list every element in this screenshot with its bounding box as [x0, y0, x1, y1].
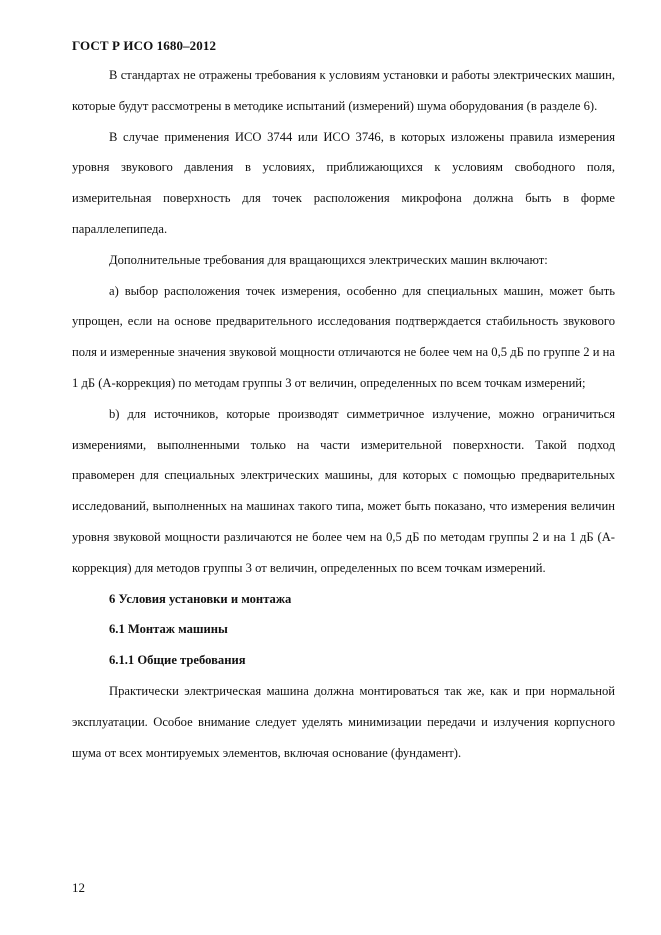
document-body: [72, 60, 615, 768]
paragraph-mounting: Практически электрическая машина должна монтироваться так же, как и при нормальной эксплуатации. Особое внимание следует уделять минимизации передачи и излучения корпусного шума от всех монтируемых элементов, включая основание (фундамент).: [72, 683, 615, 760]
paragraph-iso-3744: В случае применения ИСО 3744 или ИСО 3746, в которых изложены правила измерения уровня звукового давления в условиях, приближающихся к условиям свободного поля, измерительная поверхность для точек расположения микрофона должна быть в форме параллелепипеда.: [72, 129, 615, 236]
list-item-b: b) для источников, которые производят симметричное излучение, можно ограничиться измерениями, выполненными только на части измерительной поверхности. Такой подход правомерен для специальных электрических машины, для которых с помощью предварительных исследований, выполненных на машинах такого типа, может быть показано, что измерения величин уровня звуковой мощности различаются не более чем на 0,5 дБ по методам группы 2 и на 1 дБ (А-коррекция) для методов группы 3 от величин, определенных по всем точкам измерений.: [72, 406, 615, 575]
section-heading: 6 Условия установки и монтажа: [109, 591, 292, 606]
page-number: 12: [72, 880, 85, 895]
subsection-heading: 6.1 Монтаж машины: [109, 622, 228, 637]
list-item-a: а) выбор расположения точек измерения, особенно для специальных машин, может быть упрощен, если на основе предварительного исследования подтверждается стабильность звукового поля и измеренные значения звуковой мощности отличаются не более чем на 0,5 дБ по группе 2 и на 1 дБ (А-коррекция) по методам группы 3 от величин, определенных по всем точкам измерений;: [72, 283, 615, 390]
document-header: ГОСТ Р ИСО 1680–2012: [72, 38, 217, 53]
paragraph-additional-requirements: Дополнительные требования для вращающихся электрических машин включают:: [109, 252, 548, 267]
subsubsection-heading: 6.1.1 Общие требования: [109, 653, 246, 668]
paragraph-standards-note: В стандартах не отражены требования к условиям установки и работы электрических машин, которые будут рассмотрены в методике испытаний (измерений) шума оборудования (в разделе 6).: [72, 68, 615, 113]
